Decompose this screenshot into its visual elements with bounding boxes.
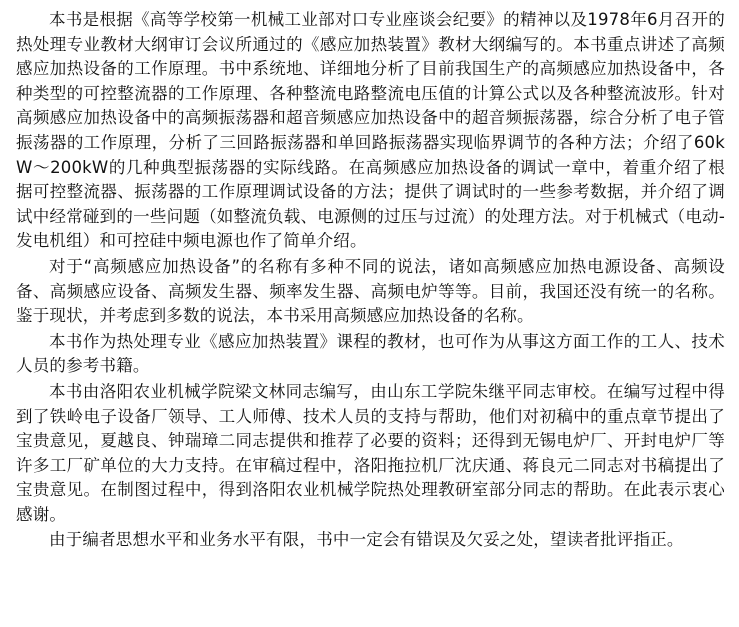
paragraph-usage: 本书作为热处理专业《感应加热装置》课程的教材，也可作为从事这方面工作的工人、技术人员的参考书籍。 bbox=[16, 331, 725, 376]
paragraph-naming: 对于“高频感应加热设备”的名称有多种不同的说法，诸如高频感应加热电源设备、高频设备、高频感应设备、高频发生器、频率发生器、高频电炉等等。目前，我国还没有统一的名称。鉴于现状，并考虑到多数的说法，本书采用高频感应加热设备的名称。 bbox=[16, 256, 725, 326]
paragraph-disclaimer: 由于编者思想水平和业务水平有限，书中一定会有错误及欠妥之处，望读者批评指正。 bbox=[49, 530, 684, 550]
paragraph-acknowledgements: 本书由洛阳农业机械学院梁文林同志编写，由山东工学院朱继平同志审校。在编写过程中得到了铁岭电子设备厂领导、工人师傅、技术人员的支持与帮助，他们对初稿中的重点章节提出了宝贵意见，夏越良、钟瑞璋二同志提供和推荐了必要的资料；还得到无锡电炉厂、开封电炉厂等许多工厂矿单位的大力支持。在审稿过程中，洛阳拖拉机厂沈庆通、蒋良元二同志对书稿提出了宝贵意见。在制图过程中，得到洛阳农业机械学院热处理教研室部分同志的帮助。在此表示衷心感谢。 bbox=[16, 381, 725, 524]
paragraph-intro: 本书是根据《高等学校第一机械工业部对口专业座谈会纪要》的精神以及1978年6月召开的热处理专业教材大纲审订会议所通过的《感应加热装置》教材大纲编写的。本书重点讲述了高频感应加热设备的工作原理。书中系统地、详细地分析了目前我国生产的高频感应加热设备中，各种类型的可控整流器的工作原理、各种整流电路整流电压值的计算公式以及各种整流波形。针对高频感应加热设备中的高频振荡器和超音频感应加热设备中的超音频振荡器，综合分析了电子管振荡器的工作原理，分析了三回路振荡器和单回路振荡器实现临界调节的各种方法；介绍了60kW～200kW的几种典型振荡器的实际线路。在高频感应加热设备的调试一章中，着重介绍了根据可控整流器、振荡器的工作原理调试设备的方法；提供了调试时的一些参考数据，并介绍了调试中经常碰到的一些问题（如整流负载、电源侧的过压与过流）的处理方法。对于机械式（电动-发电机组）和可控硅中频电源也作了简单介绍。 bbox=[16, 10, 725, 251]
